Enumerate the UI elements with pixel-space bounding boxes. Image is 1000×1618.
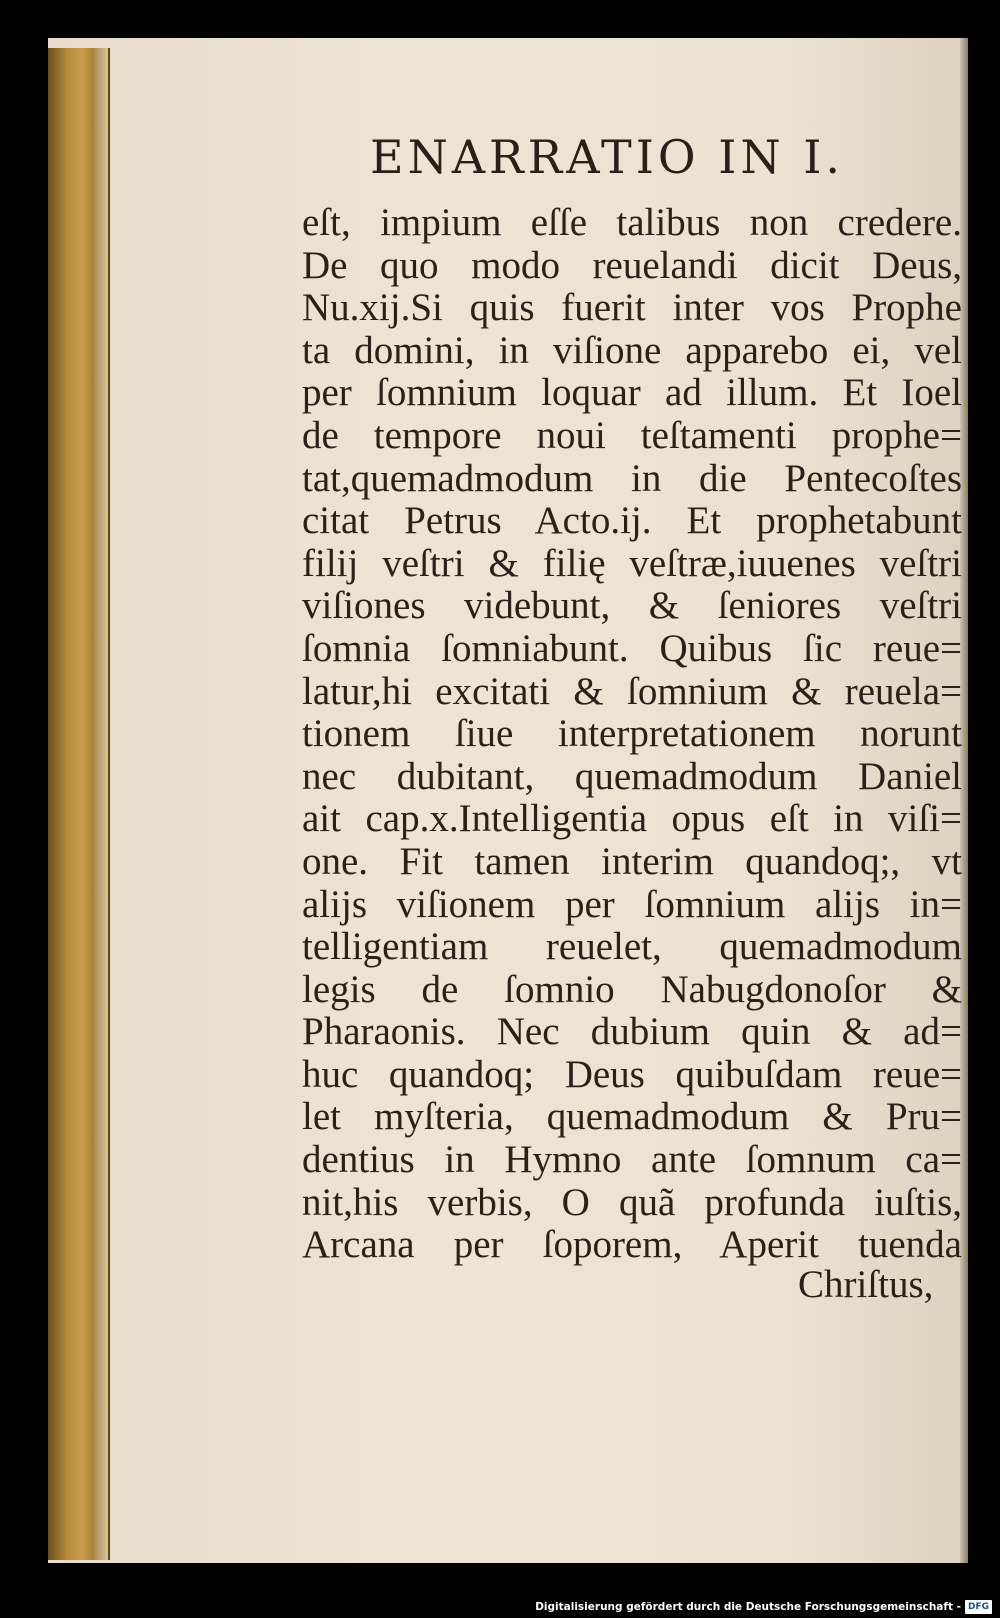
text-line: tionem ſiue interpretationem norunt <box>302 713 962 756</box>
text-line: legis de ſomnio Nabugdonoſor & <box>302 968 962 1011</box>
text-line: tat,quemadmodum in die Pentecoſtes <box>302 457 962 500</box>
text-line: huc quandoq; Deus quibuſdam reue= <box>302 1053 962 1096</box>
footer-text: Digitalisierung gefördert durch die Deutsche Forschungsgemeinschaft - <box>535 1601 961 1613</box>
text-line: nit,his verbis, O quã profunda iuſtis, <box>302 1181 962 1224</box>
running-head: ENARRATIO IN I. <box>370 130 845 184</box>
text-line: Nu.xij.Si quis fuerit inter vos Prophe <box>302 287 962 330</box>
page-fold-shadow <box>94 48 108 1560</box>
text-line: De quo modo reuelandi dicit Deus, <box>302 244 962 287</box>
dfg-logo-icon: DFG <box>965 1600 992 1614</box>
text-line: one. Fit tamen interim quandoq;, vt <box>302 840 962 883</box>
text-line: nec dubitant, quemadmodum Daniel <box>302 755 962 798</box>
text-line: de tempore noui teſtamenti prophe= <box>302 414 962 457</box>
text-line: Pharaonis. Nec dubium quin & ad= <box>302 1011 962 1054</box>
text-line: alijs viſionem per ſomnium alijs in= <box>302 883 962 926</box>
text-line: dentius in Hymno ante ſomnum ca= <box>302 1139 962 1182</box>
text-line: per ſomnium loquar ad illum. Et Ioel <box>302 372 962 415</box>
text-line: viſiones videbunt, & ſeniores veſtri <box>302 585 962 628</box>
body-text <box>302 202 962 1267</box>
text-line: Arcana per ſoporem, Aperit tuenda <box>302 1224 962 1267</box>
text-line: filij veſtri & filię veſtræ,iuuenes veſtri <box>302 542 962 585</box>
text-line: telligentiam reuelet, quemadmodum <box>302 926 962 969</box>
text-line: ait cap.x.Intelligentia opus eſt in viſi= <box>302 798 962 841</box>
footer-credit <box>535 1599 992 1615</box>
text-line: eſt, impium eſſe talibus non credere. <box>302 202 962 244</box>
catchword: Chriſtus, <box>798 1263 934 1306</box>
text-line: ſomnia ſomniabunt. Quibus ſic reue= <box>302 627 962 670</box>
text-line: latur,hi excitati & ſomnium & reuela= <box>302 670 962 713</box>
text-line: ta domini, in viſione apparebo ei, vel <box>302 329 962 372</box>
text-line: citat Petrus Acto.ij. Et prophetabunt <box>302 500 962 543</box>
text-line: let myſteria, quemadmodum & Pru= <box>302 1096 962 1139</box>
